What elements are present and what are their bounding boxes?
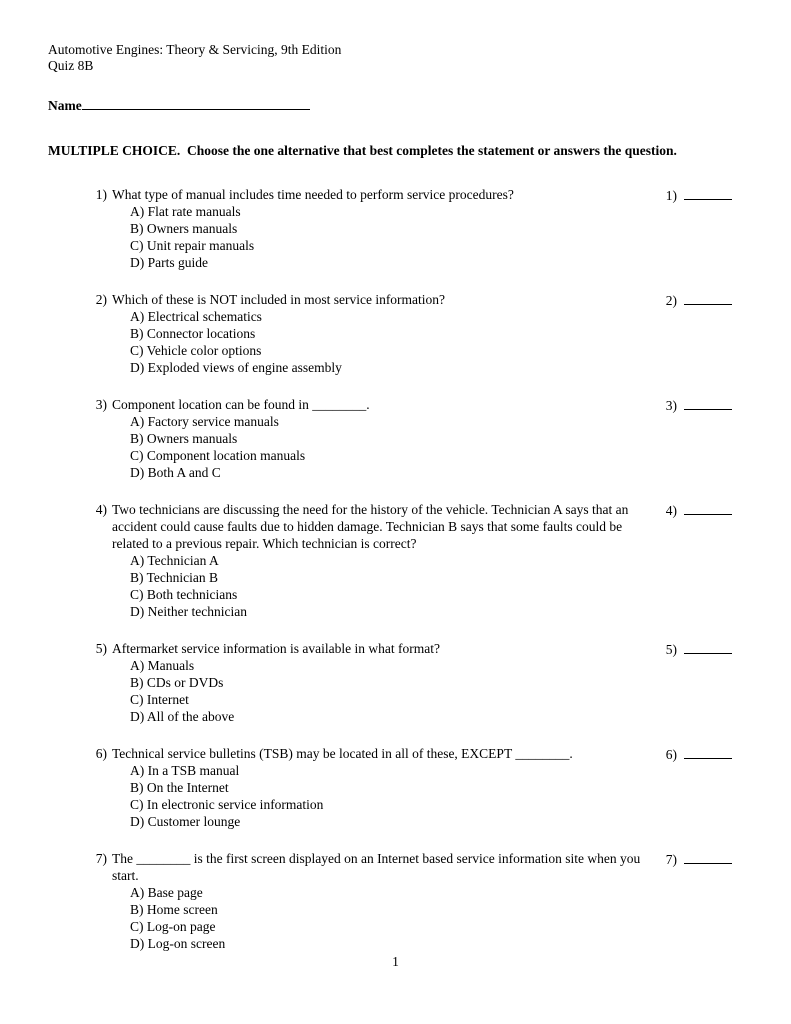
option-c: C) In electronic service information	[130, 797, 324, 812]
question-number: 2)	[95, 292, 107, 307]
questions-list	[91, 186, 745, 952]
answer-area	[659, 850, 745, 868]
option-c: C) Vehicle color options	[130, 343, 262, 358]
option-c: C) Component location manuals	[130, 448, 306, 463]
answer-area	[659, 745, 745, 763]
option-a: A) In a TSB manual	[130, 763, 240, 778]
option-a: A) Electrical schematics	[130, 309, 262, 324]
question-number: 4)	[95, 502, 107, 517]
option-c: C) Internet	[130, 692, 189, 707]
option-a: A) Flat rate manuals	[130, 204, 241, 219]
question-block-5	[91, 640, 745, 725]
option-b: B) Connector locations	[130, 326, 256, 341]
question-block-4	[91, 501, 745, 620]
answer-blank[interactable]	[684, 186, 732, 200]
question-block-3	[91, 396, 745, 481]
question-text: Component location can be found in ________.	[112, 397, 370, 412]
answer-number: 2)	[665, 293, 677, 308]
option-d: D) Both A and C	[130, 465, 221, 480]
option-d: D) Parts guide	[130, 255, 208, 270]
question-number: 1)	[95, 187, 107, 202]
answer-area	[659, 501, 745, 519]
answer-blank[interactable]	[684, 850, 732, 864]
option-c: C) Log-on page	[130, 919, 216, 934]
name-row	[48, 96, 745, 114]
question-text: Two technicians are discussing the need for the history of the vehicle. Technician A says that an accident could cause faults due to hidden damage. Technician B says that some faults could be related to a previous repair. Which technician is correct?	[112, 502, 629, 551]
answer-blank[interactable]	[684, 640, 732, 654]
option-b: B) Home screen	[130, 902, 218, 917]
option-a: A) Technician A	[130, 553, 219, 568]
question-number: 3)	[95, 397, 107, 412]
option-b: B) CDs or DVDs	[130, 675, 224, 690]
page-number: 1	[392, 954, 399, 969]
option-a: A) Factory service manuals	[130, 414, 279, 429]
answer-blank[interactable]	[684, 396, 732, 410]
answer-area	[659, 291, 745, 309]
question-number: 7)	[95, 851, 107, 866]
option-d: D) Log-on screen	[130, 936, 226, 951]
option-b: B) On the Internet	[130, 780, 229, 795]
option-a: A) Manuals	[130, 658, 195, 673]
question-block-6	[91, 745, 745, 830]
question-text: Aftermarket service information is available in what format?	[112, 641, 440, 656]
question-text: The ________ is the first screen displayed on an Internet based service information site when you start.	[112, 851, 641, 883]
answer-blank[interactable]	[684, 501, 732, 515]
document-title: Automotive Engines: Theory & Servicing, 9th Edition	[48, 42, 342, 57]
answer-area	[659, 186, 745, 204]
option-a: A) Base page	[130, 885, 203, 900]
quiz-label: Quiz 8B	[48, 58, 94, 73]
option-d: D) All of the above	[130, 709, 235, 724]
question-block-7	[91, 850, 745, 952]
option-b: B) Owners manuals	[130, 221, 238, 236]
answer-number: 7)	[665, 852, 677, 867]
answer-area	[659, 396, 745, 414]
name-blank[interactable]	[82, 96, 310, 110]
option-d: D) Exploded views of engine assembly	[130, 360, 342, 375]
option-d: D) Neither technician	[130, 604, 247, 619]
option-c: C) Unit repair manuals	[130, 238, 255, 253]
question-block-2	[91, 291, 745, 376]
question-number: 6)	[95, 746, 107, 761]
answer-number: 3)	[665, 398, 677, 413]
name-label: Name	[48, 98, 82, 113]
question-block-1	[91, 186, 745, 271]
answer-number: 5)	[665, 642, 677, 657]
answer-blank[interactable]	[684, 745, 732, 759]
answer-number: 4)	[665, 503, 677, 518]
question-text: Which of these is NOT included in most service information?	[112, 292, 446, 307]
answer-area	[659, 640, 745, 658]
question-number: 5)	[95, 641, 107, 656]
option-b: B) Technician B	[130, 570, 219, 585]
question-text: What type of manual includes time needed to perform service procedures?	[112, 187, 514, 202]
answer-number: 6)	[665, 747, 677, 762]
question-text: Technical service bulletins (TSB) may be located in all of these, EXCEPT ________.	[112, 746, 573, 761]
instructions-heading: MULTIPLE CHOICE. Choose the one alternative that best completes the statement or answers the question.	[48, 143, 677, 158]
option-d: D) Customer lounge	[130, 814, 241, 829]
answer-number: 1)	[665, 188, 677, 203]
answer-blank[interactable]	[684, 291, 732, 305]
option-b: B) Owners manuals	[130, 431, 238, 446]
option-c: C) Both technicians	[130, 587, 238, 602]
